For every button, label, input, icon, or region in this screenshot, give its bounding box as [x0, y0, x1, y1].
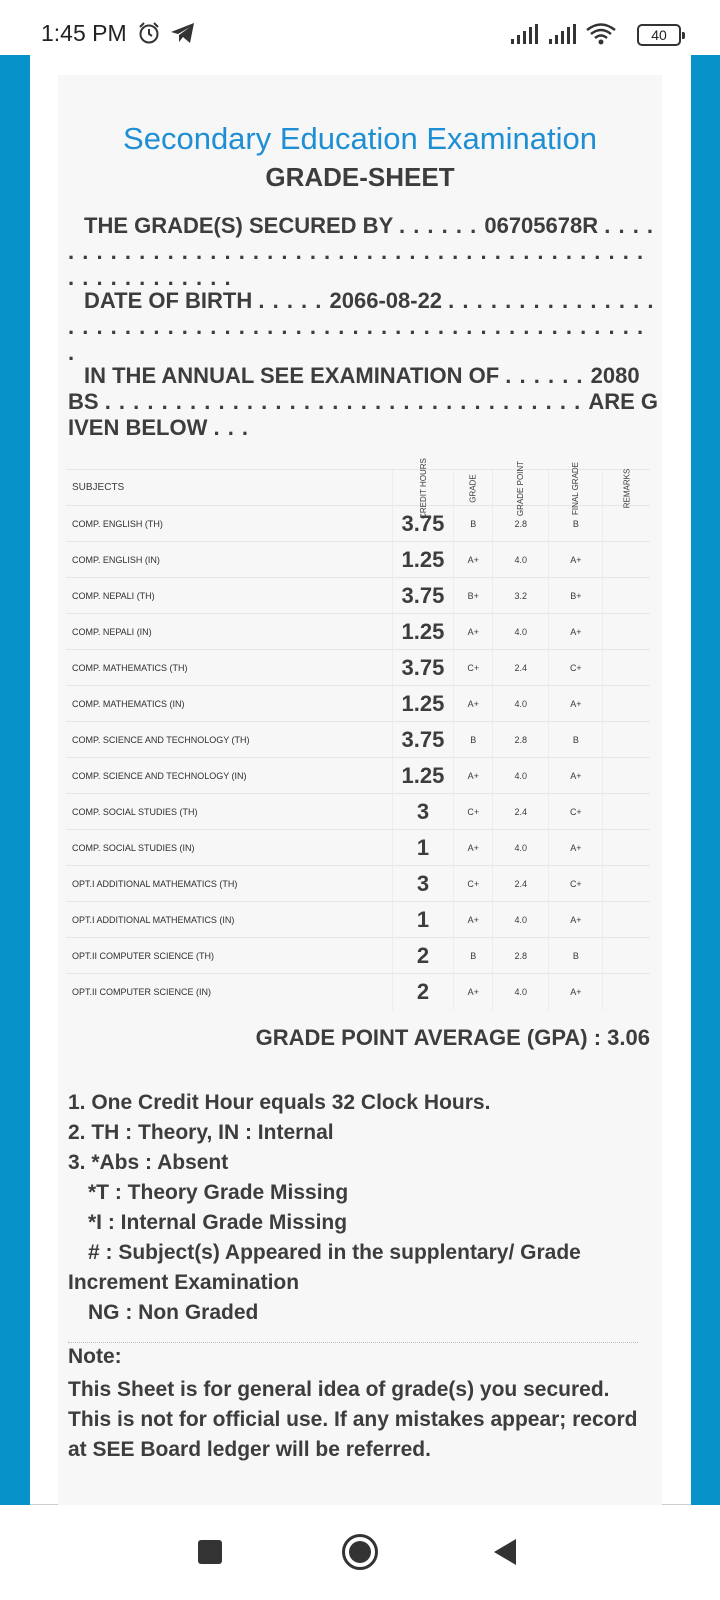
grade-point-cell: 4.0 — [493, 902, 549, 938]
table-row — [66, 902, 650, 938]
grade-cell: A+ — [454, 614, 493, 650]
secured-by-line: THE GRADE(S) SECURED BY . . . . . . 06705678R . . . . . . . . . . . . . . . . . . . . . . . . . . . . . . . . . . . . . . . . . . . . . . . . . . . . . . . . . — [68, 213, 655, 290]
final-grade-cell: B — [549, 938, 603, 974]
credit-cell: 3.75 — [392, 650, 454, 686]
subject-cell: COMP. SOCIAL STUDIES (IN) — [66, 830, 392, 866]
back-button[interactable] — [494, 1539, 516, 1565]
grade-cell: B — [454, 722, 493, 758]
final-grade-cell: A+ — [549, 902, 603, 938]
symbol-number: 06705678R — [484, 213, 599, 238]
header-remarks: REMARKS — [603, 470, 650, 506]
header-grade-point: GRADE POINT — [493, 470, 549, 506]
remarks-cell — [603, 650, 650, 686]
secured-by-label: THE GRADE(S) SECURED BY — [84, 213, 393, 238]
exam-year: 2080 BS — [68, 363, 640, 414]
grade-point-cell: 4.0 — [493, 974, 549, 1010]
table-row — [66, 830, 650, 866]
grade-cell: A+ — [454, 686, 493, 722]
credit-cell: 1.25 — [392, 686, 454, 722]
page-content[interactable] — [30, 55, 691, 1505]
grade-point-cell: 4.0 — [493, 542, 549, 578]
grade-cell: A+ — [454, 974, 493, 1010]
legend-line: *T : Theory Grade Missing — [88, 1181, 349, 1204]
grade-point-cell: 2.4 — [493, 794, 549, 830]
note-heading: Note: — [68, 1345, 122, 1368]
remarks-cell — [603, 902, 650, 938]
grade-cell: A+ — [454, 902, 493, 938]
telegram-icon — [170, 21, 196, 45]
legend-line: 1. One Credit Hour equals 32 Clock Hours. — [68, 1091, 491, 1114]
credit-cell: 3.75 — [392, 506, 454, 542]
table-row — [66, 614, 650, 650]
final-grade-cell: C+ — [549, 866, 603, 902]
dob-line: DATE OF BIRTH . . . . . 2066-08-22 . . . . . . . . . . . . . . . . . . . . . . . . . . . . . . . . . . . . . . . . . . . . . . . . . . . . . . . . . — [68, 288, 655, 365]
table-row — [66, 578, 650, 614]
remarks-cell — [603, 506, 650, 542]
recents-button[interactable] — [198, 1540, 222, 1564]
home-button[interactable] — [342, 1534, 378, 1570]
grade-point-cell: 2.8 — [493, 722, 549, 758]
credit-cell: 1.25 — [392, 542, 454, 578]
subject-cell: COMP. ENGLISH (IN) — [66, 542, 392, 578]
grade-cell: B — [454, 938, 493, 974]
grade-point-cell: 2.8 — [493, 938, 549, 974]
signal-icon — [548, 23, 578, 45]
table-row — [66, 758, 650, 794]
grade-point-cell: 2.4 — [493, 866, 549, 902]
header-final-grade: FINAL GRADE — [549, 470, 603, 506]
battery-icon: 40 — [637, 24, 681, 46]
grade-cell: B+ — [454, 578, 493, 614]
header-subjects: SUBJECTS — [66, 470, 392, 506]
status-time: 1:45 PM — [41, 20, 127, 46]
credit-cell: 3.75 — [392, 722, 454, 758]
legend-line: NG : Non Graded — [88, 1301, 259, 1324]
table-row — [66, 722, 650, 758]
subject-cell: COMP. NEPALI (IN) — [66, 614, 392, 650]
grade-cell: A+ — [454, 542, 493, 578]
grade-cell: C+ — [454, 650, 493, 686]
grade-cell: C+ — [454, 794, 493, 830]
final-grade-cell: A+ — [549, 614, 603, 650]
grade-sheet — [58, 75, 662, 1505]
remarks-cell — [603, 686, 650, 722]
page-border-left — [0, 55, 30, 1505]
subject-cell: OPT.I ADDITIONAL MATHEMATICS (TH) — [66, 866, 392, 902]
subject-cell: COMP. ENGLISH (TH) — [66, 506, 392, 542]
wifi-icon — [585, 22, 617, 46]
final-grade-cell: A+ — [549, 542, 603, 578]
table-row — [66, 542, 650, 578]
subject-cell: OPT.II COMPUTER SCIENCE (TH) — [66, 938, 392, 974]
dob-label: DATE OF BIRTH — [84, 288, 253, 313]
credit-cell: 3 — [392, 866, 454, 902]
grade-point-cell: 4.0 — [493, 758, 549, 794]
table-header-row — [66, 470, 650, 506]
credit-cell: 1 — [392, 830, 454, 866]
note-body: This Sheet is for general idea of grade(s) you secured. This is not for official use. If any mistakes appear; record at SEE Board ledger will be referred. — [68, 1378, 638, 1461]
table-row — [66, 866, 650, 902]
remarks-cell — [603, 758, 650, 794]
remarks-cell — [603, 974, 650, 1010]
final-grade-cell: A+ — [549, 686, 603, 722]
legend-line: *I : Internal Grade Missing — [88, 1211, 348, 1234]
subject-cell: COMP. MATHEMATICS (TH) — [66, 650, 392, 686]
table-row — [66, 650, 650, 686]
subject-cell: COMP. NEPALI (TH) — [66, 578, 392, 614]
page-border-right — [691, 55, 720, 1505]
credit-cell: 1.25 — [392, 758, 454, 794]
remarks-cell — [603, 614, 650, 650]
subject-cell: COMP. MATHEMATICS (IN) — [66, 686, 392, 722]
final-grade-cell: C+ — [549, 794, 603, 830]
final-grade-cell: B+ — [549, 578, 603, 614]
remarks-cell — [603, 794, 650, 830]
final-grade-cell: A+ — [549, 758, 603, 794]
exam-line: IN THE ANNUAL SEE EXAMINATION OF . . . . . . 2080 BS . . . . . . . . . . . . . . . . . . . . . . . . . . . . . . . . . . ARE GIVEN BELOW . . . — [68, 363, 659, 440]
exam-label: IN THE ANNUAL SEE EXAMINATION OF — [84, 363, 500, 388]
remarks-cell — [603, 830, 650, 866]
grade-point-cell: 3.2 — [493, 578, 549, 614]
grade-point-cell: 4.0 — [493, 830, 549, 866]
table-row — [66, 974, 650, 1010]
subject-cell: COMP. SCIENCE AND TECHNOLOGY (TH) — [66, 722, 392, 758]
legend-line: 3. *Abs : Absent — [68, 1151, 229, 1174]
remarks-cell — [603, 542, 650, 578]
credit-cell: 3.75 — [392, 578, 454, 614]
remarks-cell — [603, 866, 650, 902]
navigation-bar — [0, 1506, 720, 1600]
table-row — [66, 794, 650, 830]
signal-icon — [510, 23, 540, 45]
divider — [68, 1342, 638, 1343]
final-grade-cell: A+ — [549, 974, 603, 1010]
remarks-cell — [603, 722, 650, 758]
grade-table — [66, 457, 650, 1010]
final-grade-cell: C+ — [549, 650, 603, 686]
given-below: ARE GIVEN BELOW — [68, 389, 659, 440]
grade-point-cell: 4.0 — [493, 614, 549, 650]
table-row — [66, 686, 650, 722]
dob-value: 2066-08-22 — [329, 288, 443, 313]
grade-point-cell: 4.0 — [493, 686, 549, 722]
subject-cell: OPT.II COMPUTER SCIENCE (IN) — [66, 974, 392, 1010]
exam-title: Secondary Education Examination — [123, 121, 597, 156]
credit-cell: 1 — [392, 902, 454, 938]
grade-cell: C+ — [454, 866, 493, 902]
legend-notes — [68, 1088, 648, 1328]
grade-point-cell: 2.8 — [493, 506, 549, 542]
final-grade-cell: B — [549, 506, 603, 542]
remarks-cell — [603, 578, 650, 614]
table-row — [66, 938, 650, 974]
grade-cell: A+ — [454, 830, 493, 866]
table-row — [66, 506, 650, 542]
legend-line: # : Subject(s) Appeared in the supplentary/ Grade Increment Examination — [68, 1241, 581, 1294]
alarm-icon — [137, 21, 161, 45]
subject-cell: COMP. SOCIAL STUDIES (TH) — [66, 794, 392, 830]
header-credit-hours: CREDIT HOURS — [392, 470, 454, 506]
credit-cell: 3 — [392, 794, 454, 830]
gpa-value: GRADE POINT AVERAGE (GPA) : 3.06 — [255, 1025, 650, 1050]
sheet-title: GRADE-SHEET — [265, 162, 455, 192]
legend-line: 2. TH : Theory, IN : Internal — [68, 1121, 334, 1144]
header-grade: GRADE — [454, 470, 493, 506]
status-bar — [0, 0, 720, 55]
final-grade-cell: A+ — [549, 830, 603, 866]
grade-cell: B — [454, 506, 493, 542]
credit-cell: 2 — [392, 938, 454, 974]
grade-cell: A+ — [454, 758, 493, 794]
credit-cell: 2 — [392, 974, 454, 1010]
credit-cell: 1.25 — [392, 614, 454, 650]
subject-cell: OPT.I ADDITIONAL MATHEMATICS (IN) — [66, 902, 392, 938]
final-grade-cell: B — [549, 722, 603, 758]
remarks-cell — [603, 938, 650, 974]
subject-cell: COMP. SCIENCE AND TECHNOLOGY (IN) — [66, 758, 392, 794]
grade-point-cell: 2.4 — [493, 650, 549, 686]
